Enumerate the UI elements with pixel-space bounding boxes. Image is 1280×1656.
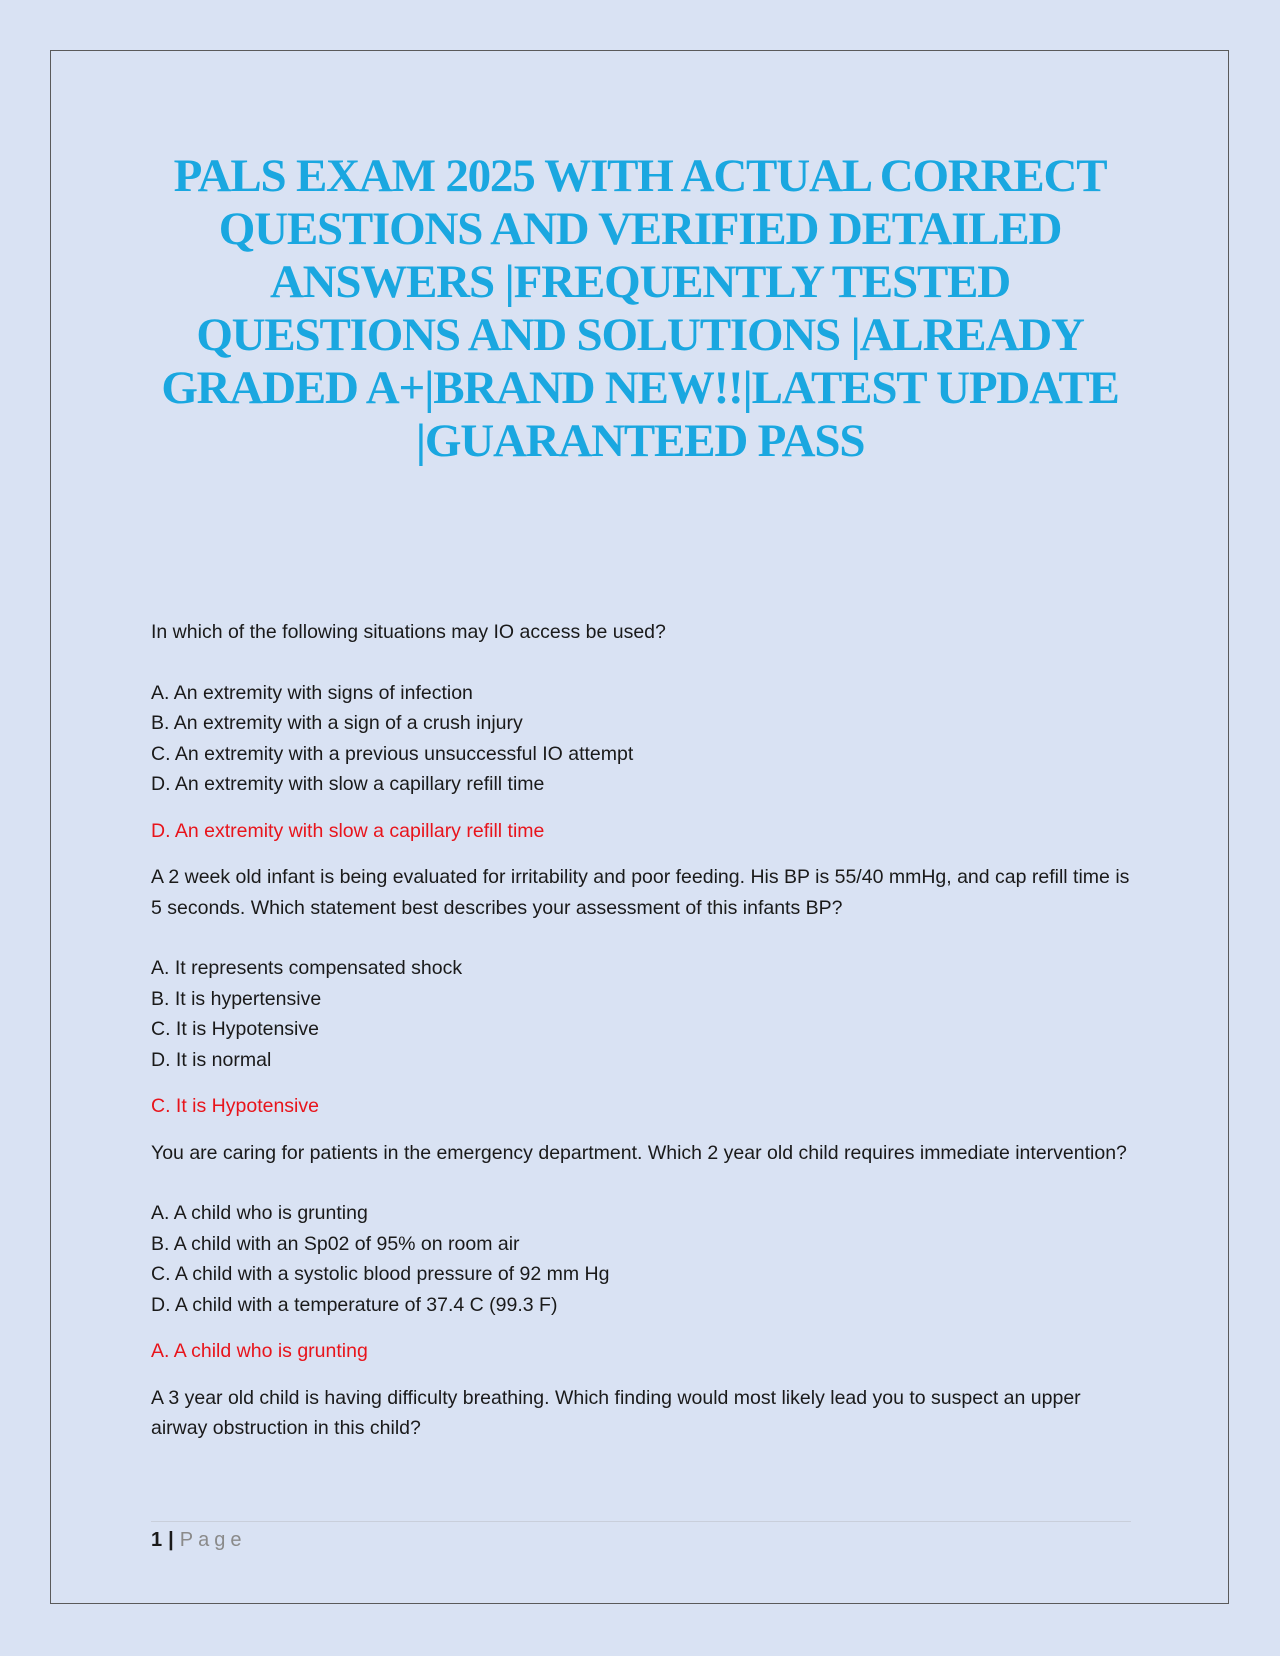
footer-separator: | — [168, 1529, 174, 1551]
question-text: A 2 week old infant is being evaluated for irritability and poor feeding. His BP is 55/40 mmHg, and cap refill time is 5 seconds. Which statement best describes your assessment of this infants BP? — [151, 866, 1130, 919]
option-a: A. It represents compensated shock — [151, 957, 463, 979]
option-c: C. It is Hypotensive — [151, 1018, 319, 1040]
option-b: B. A child with an Sp02 of 95% on room air — [151, 1232, 520, 1255]
answer-text: D. An extremity with slow a capillary refill time — [151, 819, 545, 842]
answer-text: A. A child who is grunting — [151, 1340, 368, 1362]
option-b: B. It is hypertensive — [151, 987, 322, 1010]
page-label: Page — [179, 1529, 247, 1551]
question-block-4 — [151, 1383, 1131, 1444]
question-block-1 — [151, 617, 1131, 846]
options-list — [151, 1198, 1131, 1320]
document-body — [151, 617, 1131, 1474]
document-title: PALS EXAM 2025 WITH ACTUAL CORRECT QUESTIONS AND VERIFIED DETAILED ANSWERS |FREQUENTLY TESTED QUESTIONS AND SOLUTIONS |ALREADY GRADED A+|BRAND NEW!!|LATEST UPDATE |GUARANTEED PASS — [161, 150, 1119, 467]
option-b: B. An extremity with a sign of a crush injury — [151, 712, 523, 734]
options-list — [151, 678, 1131, 800]
options-list — [151, 953, 1131, 1075]
option-c: C. An extremity with a previous unsuccessful IO attempt — [151, 742, 634, 765]
option-a: A. A child who is grunting — [151, 1202, 368, 1224]
option-d: D. An extremity with slow a capillary refill time — [151, 773, 545, 795]
question-text: A 3 year old child is having difficulty breathing. Which finding would most likely lead you to suspect an upper airway obstruction in this child? — [151, 1386, 1081, 1439]
question-text: In which of the following situations may IO access be used? — [151, 621, 666, 643]
option-a: A. An extremity with signs of infection — [151, 681, 473, 704]
option-d: D. It is normal — [151, 1048, 272, 1071]
option-d: D. A child with a temperature of 37.4 C (99.3 F) — [151, 1293, 558, 1316]
page-number: 1 — [151, 1529, 163, 1551]
question-block-2 — [151, 862, 1131, 1122]
option-c: C. A child with a systolic blood pressure of 92 mm Hg — [151, 1263, 610, 1285]
answer-text: C. It is Hypotensive — [151, 1095, 319, 1117]
question-block-3 — [151, 1138, 1131, 1367]
page-footer — [151, 1521, 1131, 1554]
question-text: You are caring for patients in the emergency department. Which 2 year old child requires immediate intervention? — [151, 1141, 1127, 1164]
